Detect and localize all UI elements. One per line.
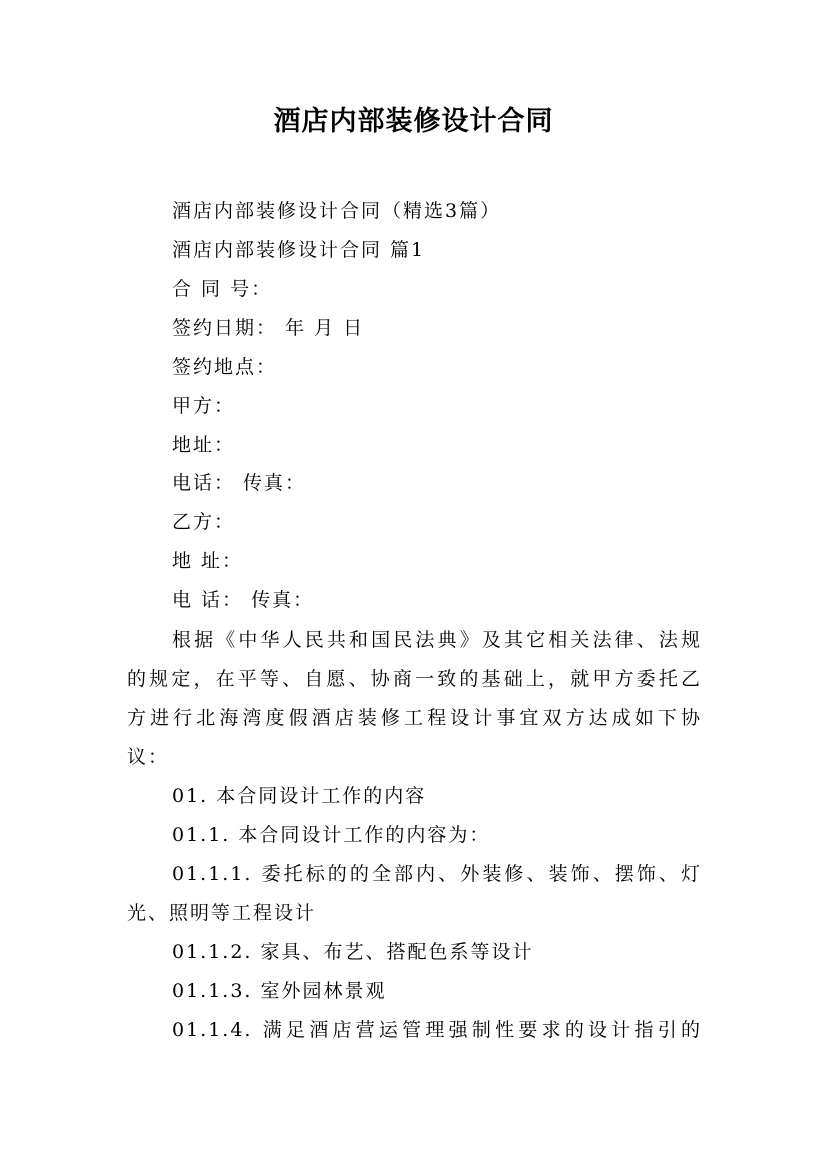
clause-item: 01.1. 本合同设计工作的内容为： [172,824,491,846]
clause-item: 01.1.1. 委托标的的全部内、外装修、装饰、摆饰、灯 [172,863,702,885]
clause-item: 01.1.3. 室外园林景观 [172,980,387,1002]
party-b-address-field: 地 址： [172,550,244,572]
paragraph-line: 的规定，在平等、自愿、协商一致的基础上，就甲方委托乙 [127,668,702,690]
signing-date-field: 签约日期： 年 月 日 [172,317,365,339]
party-b-phone-fax-field: 电 话： 传真： [172,589,315,611]
paragraph-line: 方进行北海湾度假酒店装修工程设计事宜双方达成如下协 [127,707,702,729]
document-title: 酒店内部装修设计合同 [273,106,554,137]
party-b-field: 乙方： [172,511,236,533]
party-a-phone-fax-field: 电话： 传真： [172,472,307,494]
clause-item: 01.1.2. 家具、布艺、搭配色系等设计 [172,941,534,963]
signing-place-field: 签约地点： [172,356,278,378]
party-a-field: 甲方： [172,395,236,417]
clause-heading: 01. 本合同设计工作的内容 [172,785,427,807]
section-heading: 酒店内部装修设计合同 篇1 [172,239,426,261]
clause-item: 01.1.4. 满足酒店营运管理强制性要求的设计指引的 [172,1019,702,1041]
paragraph-line: 根据《中华人民共和国民法典》及其它相关法律、法规 [172,629,702,651]
paragraph-line: 议： [127,746,170,768]
clause-item-continuation: 光、照明等工程设计 [127,902,317,924]
subtitle-line: 酒店内部装修设计合同（精选3篇） [172,200,502,222]
contract-number-field: 合 同 号： [172,278,273,300]
party-a-address-field: 地址： [172,434,236,456]
